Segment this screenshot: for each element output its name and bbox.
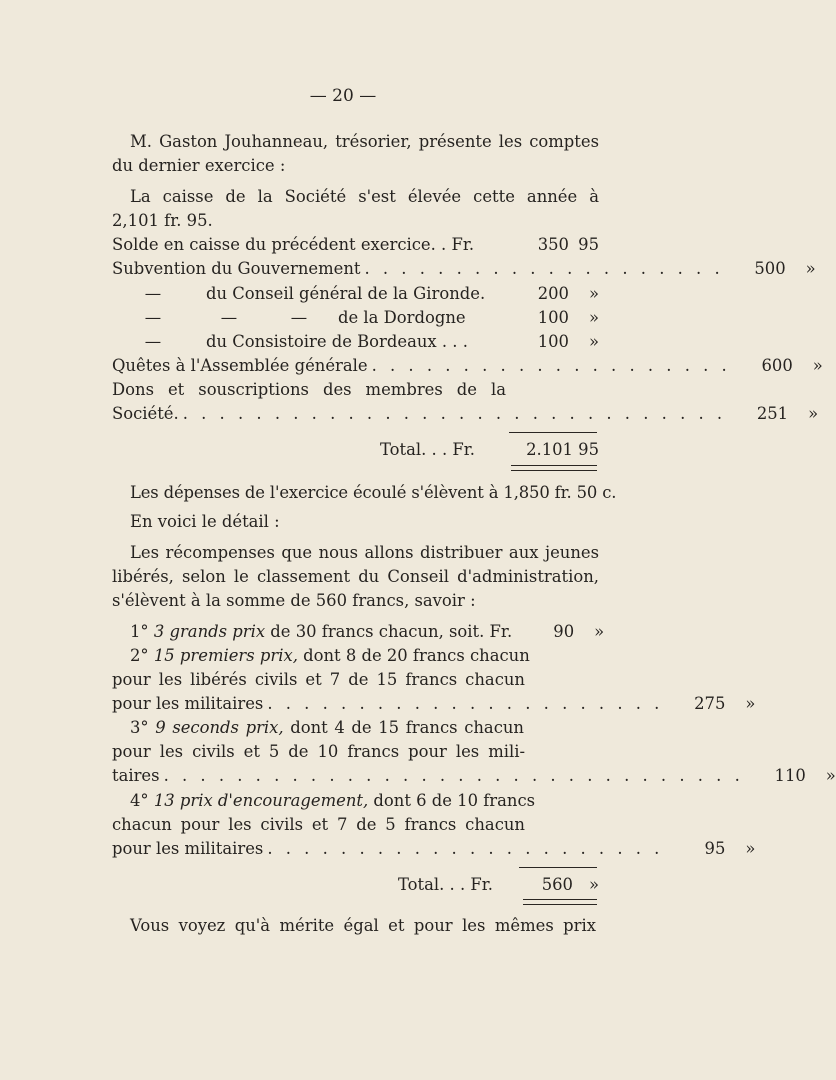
total-centimes: 95: [578, 440, 599, 459]
total-francs: 2.101: [526, 440, 573, 459]
total-receipts: [380, 438, 599, 462]
depenses-line: Les dépenses de l'exercice écoulé s'élèvent à 1,850 fr. 50 c.: [130, 483, 617, 502]
prize-number: 1°: [130, 622, 154, 641]
intro-line-1: M. Gaston Jouhanneau, trésorier, présente les comptes: [130, 132, 599, 151]
recompenses-line-3: s'élèvent à la somme de 560 francs, savoir :: [112, 591, 476, 610]
receipt-francs: 500: [754, 259, 786, 278]
receipt-francs: 200: [537, 284, 569, 303]
caisse-line-1: La caisse de la Société s'est élevée cette année à: [130, 187, 599, 206]
receipt-quetes: Quêtes à l'Assemblée générale . . . . . . . . . . . . . . . . . . . . 600 »: [112, 354, 599, 378]
prize-3-line-3: taires . . . . . . . . . . . . . . . . . . . . . . . . . . . . . . . . 110 »: [112, 764, 599, 788]
total-prizes: [398, 873, 599, 897]
prize-centimes: »: [594, 622, 605, 641]
receipt-francs: 100: [537, 332, 569, 351]
receipt-francs: 600: [761, 356, 793, 375]
prize-name: 9 seconds prix,: [155, 718, 284, 737]
prize-number: 4°: [130, 791, 154, 810]
receipt-francs: 100: [537, 308, 569, 327]
prize-3-line-2: pour les civils et 5 de 10 francs pour les mili-: [112, 742, 525, 761]
double-rule-bottom: [523, 904, 597, 905]
prize-text: de 30 francs chacun, soit. Fr.: [265, 622, 513, 641]
prize-1: [130, 620, 605, 644]
receipt-dons-line-1: Dons et souscriptions des membres de la: [112, 380, 506, 399]
receipt-francs: 350: [537, 235, 569, 254]
double-rule-top: [511, 465, 597, 466]
receipt-label: Société.: [112, 404, 179, 423]
prize-text: taires: [112, 766, 160, 785]
prize-4-line-3: pour les militaires . . . . . . . . . . . . . . . . . . . . . . 95 »: [112, 837, 599, 861]
receipt-consistoire: [112, 330, 599, 354]
receipt-label: de la Dordogne: [338, 308, 466, 327]
receipt-solde: [112, 233, 599, 257]
prize-4-line-2: chacun pour les civils et 7 de 5 francs chacun: [112, 815, 525, 834]
double-rule-bottom: [511, 470, 597, 471]
prize-centimes: »: [745, 839, 756, 858]
prize-2-line-2: pour les libérés civils et 7 de 15 francs chacun: [112, 670, 525, 689]
receipt-centimes: »: [588, 308, 599, 327]
receipt-label: Solde en caisse du précédent exercice. . Fr.: [112, 235, 475, 254]
ditto-dash: —: [144, 332, 162, 351]
total-centimes: »: [588, 875, 599, 894]
receipt-dons: Société. . . . . . . . . . . . . . . . . . . . . . . . . . . . . . . 251 »: [112, 402, 599, 426]
receipt-centimes: »: [808, 404, 819, 423]
receipt-centimes: 95: [578, 235, 599, 254]
prize-text: dont 4 de 15 francs chacun: [283, 718, 524, 737]
ditto-dash: —: [144, 284, 162, 303]
receipt-francs: 251: [756, 404, 789, 423]
ditto-dash: —: [144, 308, 162, 327]
receipt-label: du Conseil général de la Gironde.: [206, 284, 486, 303]
receipt-label: Quêtes à l'Assemblée générale: [112, 356, 368, 375]
caisse-line-2: 2,101 fr. 95.: [112, 211, 213, 230]
page-number: — 20 —: [309, 86, 377, 106]
receipt-centimes: »: [588, 332, 599, 351]
closing-line: Vous voyez qu'à mérite égal et pour les mêmes prix: [130, 916, 596, 935]
prize-francs: 275: [694, 694, 726, 713]
detail-line: En voici le détail :: [130, 512, 280, 531]
recompenses-line-1: Les récompenses que nous allons distribuer aux jeunes: [130, 543, 599, 562]
prize-text: pour les militaires: [112, 694, 264, 713]
prize-4-line-1: [130, 789, 536, 813]
prize-francs: 110: [774, 766, 806, 785]
receipt-centimes: »: [588, 284, 599, 303]
total-label: Total. . . Fr.: [380, 440, 476, 459]
receipt-subvention: Subvention du Gouvernement . . . . . . . . . . . . . . . . . . . . 500 »: [112, 257, 599, 281]
prize-name: 15 premiers prix,: [153, 646, 298, 665]
prize-text: dont 8 de 20 francs chacun: [297, 646, 530, 665]
receipt-label: Subvention du Gouvernement: [112, 259, 361, 278]
prize-text: pour les militaires: [112, 839, 264, 858]
prize-francs: 90: [553, 622, 575, 641]
prize-number: 3°: [130, 718, 156, 737]
total-label: Total. . . Fr.: [398, 875, 494, 894]
prize-name: 3 grands prix: [153, 622, 266, 641]
total-rule: [519, 867, 597, 868]
prize-2-line-3: pour les militaires . . . . . . . . . . . . . . . . . . . . . . 275 »: [112, 692, 599, 716]
receipt-centimes: »: [812, 356, 823, 375]
recompenses-line-2: libérés, selon le classement du Conseil d'administration,: [112, 567, 599, 586]
prize-text: dont 6 de 10 francs: [368, 791, 536, 810]
receipt-conseil-general: [112, 282, 599, 306]
total-rule: [509, 432, 597, 433]
ditto-dash: —: [220, 308, 238, 327]
intro-line-2: du dernier exercice :: [112, 156, 286, 175]
prize-name: 13 prix d'encouragement,: [153, 791, 369, 810]
receipt-dordogne: [112, 306, 599, 330]
prize-francs: 95: [704, 839, 726, 858]
receipt-centimes: »: [805, 259, 816, 278]
prize-number: 2°: [130, 646, 154, 665]
total-francs: 560: [541, 875, 573, 894]
receipt-label: du Consistoire de Bordeaux . . .: [206, 332, 468, 351]
double-rule-top: [523, 899, 597, 900]
prize-3-line-1: [130, 716, 524, 740]
ditto-dash: —: [290, 308, 308, 327]
prize-2-line-1: [130, 644, 530, 668]
prize-centimes: »: [825, 766, 836, 785]
prize-centimes: »: [745, 694, 756, 713]
